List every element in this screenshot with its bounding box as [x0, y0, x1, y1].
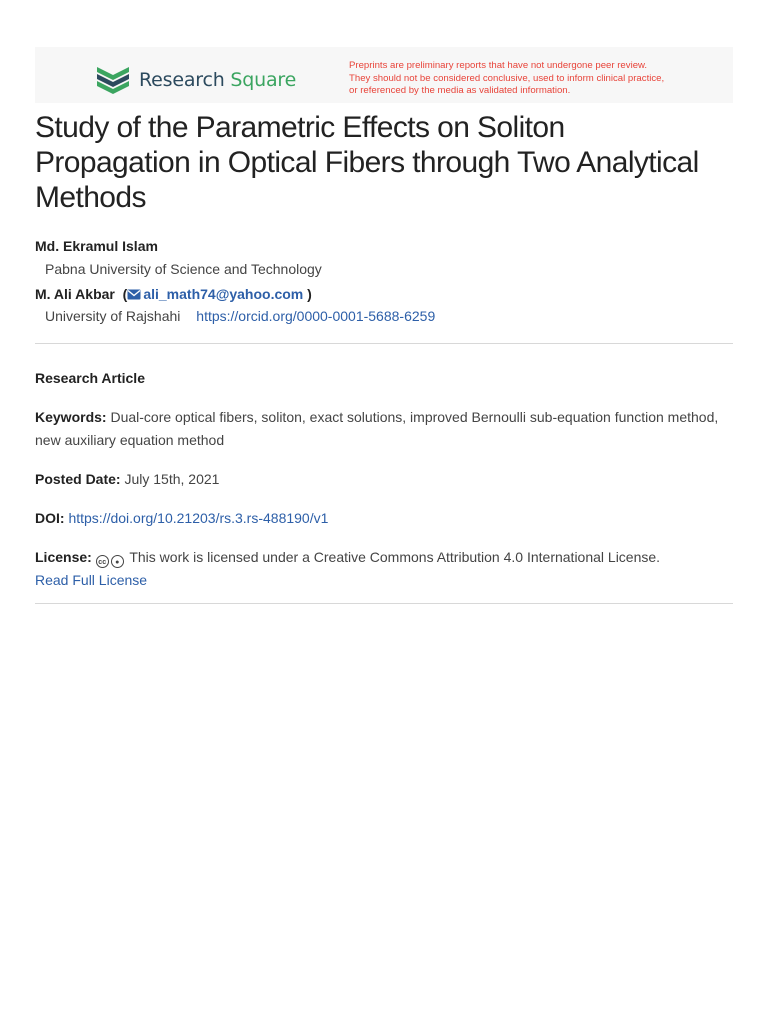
research-square-logo[interactable] — [95, 65, 296, 95]
author-affiliation-row — [45, 308, 435, 324]
author-name: M. Ali Akbar — [35, 286, 115, 302]
author-name: Md. Ekramul Islam — [35, 238, 158, 254]
cc-icon: cc — [96, 555, 109, 568]
divider — [35, 343, 733, 344]
email-wrapper: ( ali_math74@yahoo.com ) — [118, 286, 312, 302]
posted-date-label: Posted Date: — [35, 471, 121, 487]
disclaimer-line: or referenced by the media as validated information. — [349, 85, 571, 96]
doi-section — [35, 507, 725, 530]
paper-title: Study of the Parametric Effects on Soliton Propagation in Optical Fibers through Two Analytical Methods — [35, 111, 699, 214]
envelope-icon — [127, 289, 141, 300]
article-type-label: Research Article — [35, 370, 145, 386]
disclaimer-line: Preprints are preliminary reports that have not undergone peer review. — [349, 60, 648, 71]
author-email-link[interactable]: ali_math74@yahoo.com — [143, 286, 304, 302]
logo-text — [139, 69, 296, 91]
posted-date-section — [35, 468, 725, 491]
author-affiliation: Pabna University of Science and Technology — [45, 261, 322, 277]
license-section — [35, 546, 725, 592]
keywords-value: Dual-core optical fibers, soliton, exact solutions, improved Bernoulli sub-equation function method, new auxiliary equation method — [35, 409, 719, 448]
logo-word-square: Square — [230, 69, 297, 91]
logo-word-research: Research — [139, 69, 225, 91]
author-affiliation: University of Rajshahi — [45, 308, 181, 324]
orcid-link[interactable]: https://orcid.org/0000-0001-5688-6259 — [196, 308, 436, 324]
disclaimer-line: They should not be considered conclusive, used to inform clinical practice, — [349, 72, 665, 84]
article-type — [35, 367, 725, 390]
by-icon: ● — [111, 555, 124, 568]
keywords-section — [35, 406, 725, 452]
preprint-banner — [35, 47, 733, 103]
posted-date-value: July 15th, 2021 — [124, 471, 220, 487]
doi-label: DOI: — [35, 510, 65, 526]
license-text: This work is licensed under a Creative Commons Attribution 4.0 International License. — [129, 549, 661, 565]
preprint-disclaimer — [349, 60, 719, 98]
author-entry — [35, 286, 312, 302]
read-full-license-link[interactable]: Read Full License — [35, 572, 148, 588]
doi-link[interactable]: https://doi.org/10.21203/rs.3.rs-488190/v1 — [68, 510, 329, 526]
license-label: License: — [35, 549, 92, 565]
research-square-logo-icon — [95, 65, 131, 95]
divider — [35, 603, 733, 604]
keywords-label: Keywords: — [35, 409, 107, 425]
